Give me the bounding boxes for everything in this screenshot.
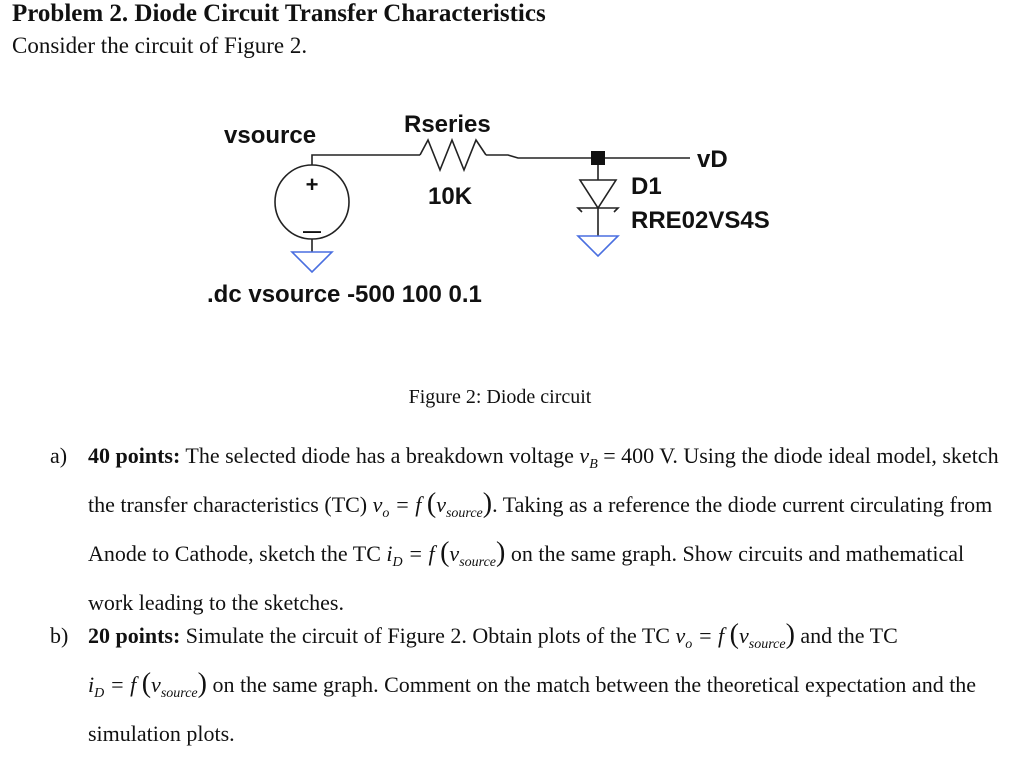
output-node-marker [591, 151, 605, 165]
part-a-marker: a) [50, 443, 68, 468]
label-vsource: vsource [224, 122, 317, 149]
math-vb: $v_B = 400$ V [579, 443, 673, 472]
part-a-body [88, 436, 1010, 623]
part-b-marker: b) [50, 623, 69, 648]
problem-intro: Consider the circuit of Figure 2. [12, 33, 308, 58]
part-a-text-3: . Taking as a reference the diode current circulating from Anode to Cathode, sketch the TC [88, 492, 993, 566]
part-b-text-3: on the same graph. Comment on the match between the theoretical expectation and the simulation plots. [88, 672, 977, 746]
ground-source-icon [292, 252, 332, 272]
math-id-eq-b: $i_D = f$ $(v_{source})$ [88, 668, 207, 701]
label-rseries: Rseries [404, 111, 491, 138]
label-d1: D1 [631, 173, 662, 200]
part-b [50, 616, 1010, 754]
label-diode-model: RRE02VS4S [631, 207, 770, 234]
part-b-body [88, 616, 1010, 754]
math-vo-eq-b: $v_o = f$ $(v_{source})$ [675, 619, 795, 652]
source-minus-sign: — [303, 221, 321, 241]
source-plus-sign: + [305, 172, 319, 197]
part-a-points: 40 points: [88, 443, 181, 468]
label-r-value: 10K [428, 183, 473, 210]
ground-diode-icon [578, 236, 618, 256]
part-b-text-2: and the TC [794, 623, 898, 648]
part-a-text-2: . Using the diode ideal model, sketch the transfer characteristics (TC) [88, 443, 999, 517]
resistor-rseries [420, 140, 486, 170]
problem-title: Problem 2. Diode Circuit Transfer Characteristics [12, 0, 546, 27]
figure-caption: Figure 2: Diode circuit [408, 386, 592, 408]
label-vd: vD [697, 146, 728, 173]
part-b-text-1: Simulate the circuit of Figure 2. Obtain plots of the TC [180, 623, 676, 648]
part-a-text-4: on the same graph. Show circuits and mathematical work leading to the sketches. [88, 541, 965, 615]
circuit-figure [0, 100, 1035, 400]
part-b-points: 20 points: [88, 623, 181, 648]
wire-resistor-node [486, 155, 690, 158]
math-vo-eq-a: $v_o = f$ $(v_{source})$ [372, 488, 493, 521]
wire-source-top [312, 155, 420, 165]
diode-d1-symbol [580, 180, 616, 208]
part-a-text-1: The selected diode has a breakdown voltage [180, 443, 580, 468]
math-id-eq-a: $i_D = f$ $(v_{source})$ [386, 537, 506, 570]
spice-dc-directive: .dc vsource -500 100 0.1 [207, 281, 482, 308]
part-a [50, 436, 1010, 623]
